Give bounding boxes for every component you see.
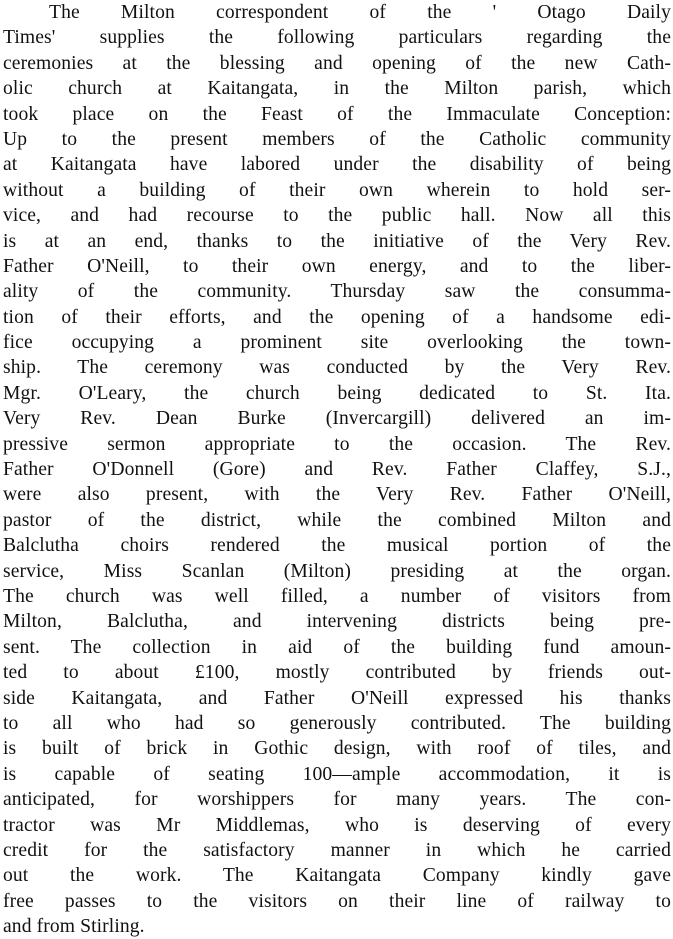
article-line: sent. The collection in aid of the building fund amoun- xyxy=(3,636,671,658)
article-line: vice, and had recourse to the public hall. Now all this xyxy=(3,205,671,227)
article-line: ted to about £100, mostly contributed by friends out- xyxy=(3,662,671,684)
article-line: The church was well filled, a number of visitors from xyxy=(3,585,671,607)
article-line: at Kaitangata have labored under the disability of being xyxy=(3,154,671,176)
article-line: Times' supplies the following particulars regarding the xyxy=(3,27,671,49)
article-line: tion of their efforts, and the opening of a handsome edi- xyxy=(3,306,671,328)
article-line: Father O'Donnell (Gore) and Rev. Father Claffey, S.J., xyxy=(3,459,671,481)
article-line: ality of the community. Thursday saw the consumma- xyxy=(3,281,671,303)
news-article xyxy=(3,0,671,939)
article-line: anticipated, for worshippers for many years. The con- xyxy=(3,789,671,811)
article-line: olic church at Kaitangata, in the Milton parish, which xyxy=(3,78,671,100)
article-line: ship. The ceremony was conducted by the Very Rev. xyxy=(3,357,671,379)
article-line: is at an end, thanks to the initiative of the Very Rev. xyxy=(3,230,671,252)
article-line: Up to the present members of the Catholic community xyxy=(3,128,671,150)
article-line: side Kaitangata, and Father O'Neill expressed his thanks xyxy=(3,687,671,709)
article-line: free passes to the visitors on their line of railway to xyxy=(3,890,671,912)
article-line: service, Miss Scanlan (Milton) presiding at the organ. xyxy=(3,560,671,582)
article-line: took place on the Feast of the Immaculate Conception: xyxy=(3,103,671,125)
article-line: is capable of seating 100—ample accommodation, it is xyxy=(3,763,671,785)
article-line: Milton, Balclutha, and intervening districts being pre- xyxy=(3,611,671,633)
article-line: is built of brick in Gothic design, with roof of tiles, and xyxy=(3,738,671,760)
article-line: Father O'Neill, to their own energy, and to the liber- xyxy=(3,255,671,277)
article-line: fice occupying a prominent site overlooking the town- xyxy=(3,332,671,354)
article-line: to all who had so generously contributed. The building xyxy=(3,712,671,734)
article-line: and from Stirling. xyxy=(3,916,145,938)
article-line: credit for the satisfactory manner in which he carried xyxy=(3,839,671,861)
article-line: were also present, with the Very Rev. Father O'Neill, xyxy=(3,484,671,506)
article-line: without a building of their own wherein to hold ser- xyxy=(3,179,671,201)
article-line: The Milton correspondent of the ' Otago Daily xyxy=(49,2,671,23)
article-line: Very Rev. Dean Burke (Invercargill) delivered an im- xyxy=(3,408,671,430)
article-line: tractor was Mr Middlemas, who is deserving of every xyxy=(3,814,671,836)
article-line: pressive sermon appropriate to the occasion. The Rev. xyxy=(3,433,671,455)
article-line: out the work. The Kaitangata Company kindly gave xyxy=(3,865,671,887)
article-line: Balclutha choirs rendered the musical portion of the xyxy=(3,535,671,557)
article-line: Mgr. O'Leary, the church being dedicated to St. Ita. xyxy=(3,382,671,404)
article-line: ceremonies at the blessing and opening of the new Cath- xyxy=(3,52,671,74)
article-line: pastor of the district, while the combined Milton and xyxy=(3,509,671,531)
